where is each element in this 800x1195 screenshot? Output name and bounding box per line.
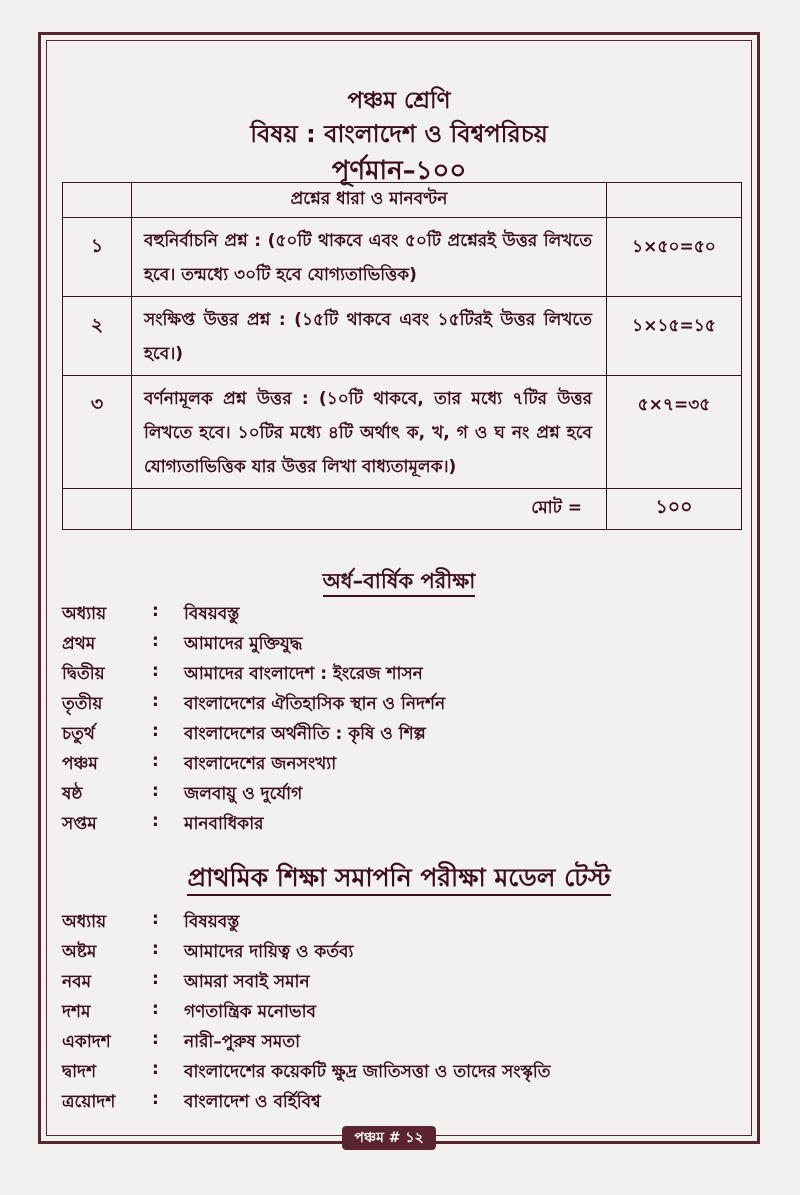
chapter-name: নবম	[62, 972, 92, 992]
chapter-name: দশম	[62, 1002, 91, 1022]
list-item	[62, 936, 722, 966]
list-item	[62, 1056, 722, 1086]
list-item	[62, 658, 722, 688]
chapter-name: চতুর্থ	[62, 724, 95, 744]
table-row	[63, 218, 742, 297]
chapter-content: আমাদের দায়িত্ব ও কর্তব্য	[184, 942, 354, 962]
colon: :	[152, 661, 159, 681]
chapter-content: বাংলাদেশ ও বর্হিবিশ্ব	[184, 1092, 321, 1112]
chapter-name: অষ্টম	[62, 942, 97, 962]
colon: :	[152, 691, 159, 711]
table-header-label: প্রশ্নের ধারা ও মানবণ্টন	[132, 183, 607, 218]
chapter-content: মানবাধিকার	[184, 814, 264, 834]
colon: :	[152, 1029, 159, 1049]
row-marks: ১×৫০=৫০	[607, 218, 742, 297]
model-test-title-text: প্রাথমিক শিক্ষা সমাপনি পরীক্ষা মডেল টেস্ট	[187, 863, 610, 896]
chapter-header: অধ্যায়	[62, 604, 107, 624]
list-item	[62, 748, 722, 778]
chapter-content: বাংলাদেশের কয়েকটি ক্ষুদ্র জাতিসত্তা ও তাদের সংস্কৃতি	[184, 1062, 551, 1082]
list-item	[62, 718, 722, 748]
row-description: সংক্ষিপ্ত উত্তর প্রশ্ন : (১৫টি থাকবে এবং ১৫টিরই উত্তর লিখতে হবে।)	[132, 297, 607, 376]
full-marks-title: পূর্ণমান–১০০	[331, 156, 467, 186]
row-marks: ১×১৫=১৫	[607, 297, 742, 376]
colon: :	[152, 999, 159, 1019]
chapter-name: পঞ্চম	[62, 754, 98, 774]
chapter-content: আমরা সবাই সমান	[184, 972, 310, 992]
row-number: ২	[63, 297, 132, 376]
class-title: পঞ্চম শ্রেণি	[347, 88, 451, 114]
total-label: মোট =	[132, 489, 607, 530]
content-header: বিষয়বস্তু	[184, 912, 240, 932]
chapter-content: গণতান্ত্রিক মনোভাব	[184, 1002, 316, 1022]
colon: :	[152, 781, 159, 801]
table-header-row	[63, 183, 742, 218]
colon: :	[152, 969, 159, 989]
chapter-name: তৃতীয়	[62, 694, 103, 714]
row-number: ৩	[63, 376, 132, 489]
colon: :	[152, 631, 159, 651]
colon: :	[152, 1059, 159, 1079]
chapter-content: আমাদের মুক্তিযুদ্ধ	[184, 634, 303, 654]
total-blank	[63, 489, 132, 530]
row-number: ১	[63, 218, 132, 297]
colon: :	[152, 939, 159, 959]
list-item	[62, 688, 722, 718]
list-item	[62, 996, 722, 1026]
half-yearly-title	[46, 565, 752, 600]
colon: :	[152, 811, 159, 831]
table-header-blank	[63, 183, 132, 218]
chapter-name: সপ্তম	[62, 814, 97, 834]
list-item	[62, 1026, 722, 1056]
chapter-name: প্রথম	[62, 634, 96, 654]
list-item	[62, 966, 722, 996]
row-marks: ৫×৭=৩৫	[607, 376, 742, 489]
colon: :	[152, 751, 159, 771]
list-item	[62, 628, 722, 658]
total-value: ১০০	[607, 489, 742, 530]
chapter-name: একাদশ	[62, 1032, 111, 1052]
chapter-content: নারী–পুরুষ সমতা	[184, 1032, 301, 1052]
list-header	[62, 598, 722, 628]
list-item	[62, 1086, 722, 1116]
table-header-blank	[607, 183, 742, 218]
model-test-chapter-list	[62, 906, 722, 1116]
half-yearly-title-text: অর্ধ–বার্ষিক পরীক্ষা	[323, 569, 476, 597]
row-description: বর্ণনামূলক প্রশ্ন উত্তর : (১০টি থাকবে, তার মধ্যে ৭টির উত্তর লিখতে হবে। ১০টির মধ্যে ৪টি অর্থাৎ ক, খ, গ ও ঘ নং প্রশ্ন হবে যোগ্যতাভিত্তিক যার উত্তর লিখা বাধ্যতামূলক।)	[132, 376, 607, 489]
chapter-name: দ্বাদশ	[62, 1062, 97, 1082]
table-row	[63, 297, 742, 376]
chapter-name: দ্বিতীয়	[62, 664, 105, 684]
table-total-row	[63, 489, 742, 530]
row-description: বহুনির্বাচনি প্রশ্ন : (৫০টি থাকবে এবং ৫০টি প্রশ্নেরই উত্তর লিখতে হবে। তন্মধ্যে ৩০টি হবে যোগ্যতাভিত্তিক)	[132, 218, 607, 297]
list-header	[62, 906, 722, 936]
chapter-content: বাংলাদেশের ঐতিহাসিক স্থান ও নিদর্শন	[184, 694, 446, 714]
colon: :	[152, 1089, 159, 1109]
chapter-name: ত্রয়োদশ	[62, 1092, 116, 1112]
chapter-content: জলবায়ু ও দুর্যোগ	[184, 784, 303, 804]
chapter-content: আমাদের বাংলাদেশ : ইংরেজ শাসন	[184, 664, 423, 684]
model-test-title	[46, 858, 752, 901]
marks-distribution-table	[62, 182, 742, 530]
colon: :	[152, 721, 159, 741]
chapter-content: বাংলাদেশের অর্থনীতি : কৃষি ও শিল্প	[184, 724, 426, 744]
page-number-banner: পঞ্চম # ১২	[342, 1126, 436, 1150]
colon: :	[152, 909, 159, 929]
colon: :	[152, 601, 159, 621]
subject-title: বিষয় : বাংলাদেশ ও বিশ্বপরিচয়	[250, 120, 548, 148]
chapter-header: অধ্যায়	[62, 912, 107, 932]
chapter-content: বাংলাদেশের জনসংখ্যা	[184, 754, 337, 774]
table-row	[63, 376, 742, 489]
list-item	[62, 778, 722, 808]
list-item	[62, 808, 722, 838]
half-yearly-chapter-list	[62, 598, 722, 838]
content-header: বিষয়বস্তু	[184, 604, 240, 624]
chapter-name: ষষ্ঠ	[62, 784, 83, 804]
